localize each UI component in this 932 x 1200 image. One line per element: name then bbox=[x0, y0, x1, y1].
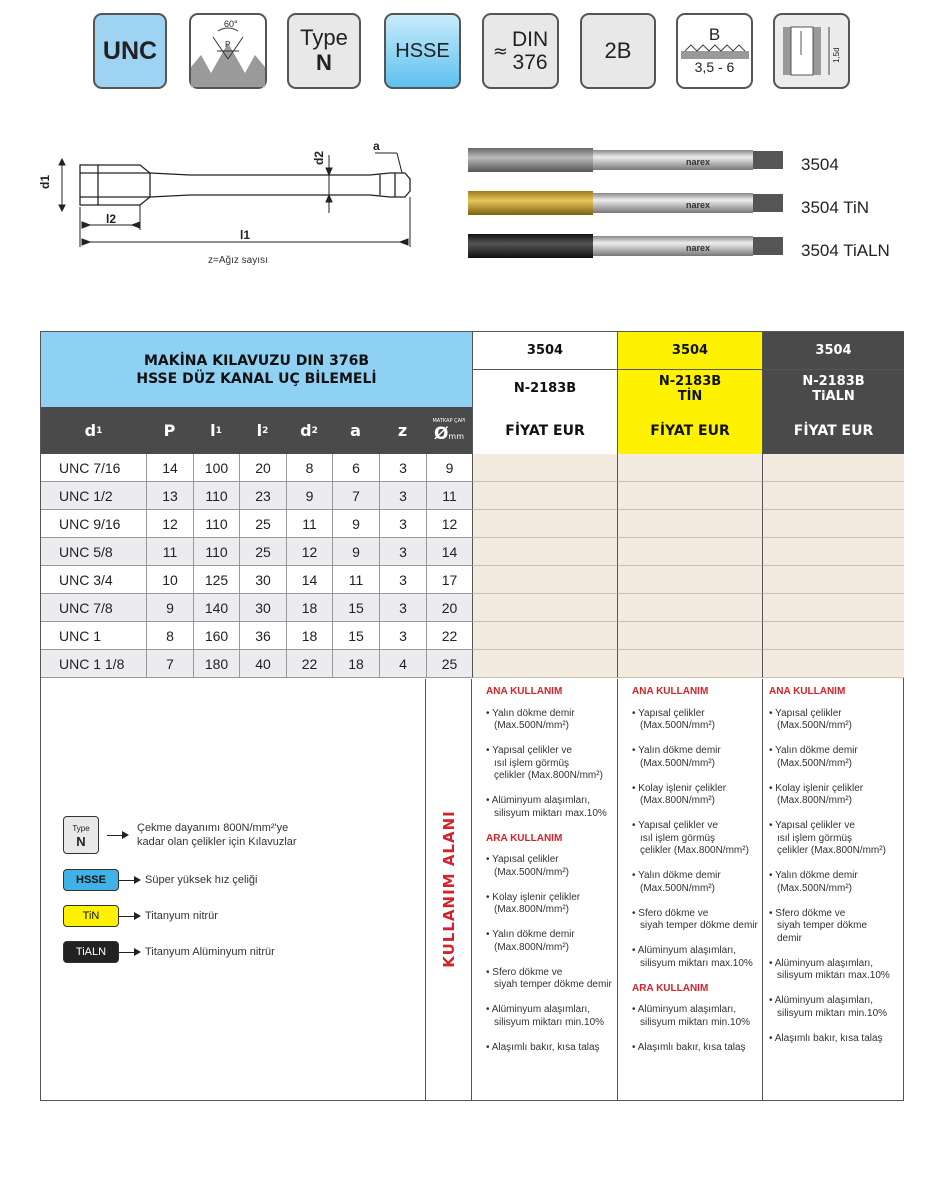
chamfer-range: 3,5 - 6 bbox=[694, 59, 735, 75]
usage-item: • Alüminyum alaşımları, silisyum miktarı max.10% bbox=[632, 945, 753, 969]
table-title bbox=[41, 332, 472, 407]
price-input[interactable] bbox=[472, 594, 617, 622]
usage-secondary-header: ARA KULLANIM bbox=[632, 982, 709, 994]
row-cell: 8 bbox=[286, 454, 332, 482]
column-header-drill bbox=[426, 407, 472, 454]
legend-text: Titanyum Alüminyum nitrür bbox=[145, 946, 275, 958]
row-cell: 180 bbox=[193, 650, 239, 678]
row-cell: 9 bbox=[332, 538, 379, 566]
l2-label: l2 bbox=[106, 212, 117, 226]
brand-mark: narex bbox=[686, 200, 711, 210]
column-header-a: a bbox=[332, 407, 379, 454]
a-label: a bbox=[373, 139, 380, 153]
thread-pitch: P bbox=[225, 40, 231, 49]
usage-column bbox=[769, 686, 890, 1058]
legend-badge bbox=[63, 869, 119, 891]
usage-column bbox=[486, 686, 612, 1067]
row-cell: 20 bbox=[239, 454, 286, 482]
row-cell: 23 bbox=[239, 482, 286, 510]
price-input[interactable] bbox=[472, 566, 617, 594]
usage-item: • Kolay işlenir çelikler (Max.800N/mm²) bbox=[769, 782, 864, 806]
price-header: FİYAT EUR bbox=[617, 407, 762, 454]
unc-badge bbox=[93, 13, 167, 89]
variant-code: 3504 bbox=[762, 332, 904, 370]
usage-secondary-header: ARA KULLANIM bbox=[486, 832, 563, 844]
row-cell: 7 bbox=[332, 482, 379, 510]
arrow-right-icon bbox=[107, 835, 127, 836]
row-cell: 6 bbox=[332, 454, 379, 482]
type-value: N bbox=[316, 50, 332, 75]
tolerance-badge bbox=[580, 13, 656, 89]
row-cell: 11 bbox=[146, 538, 193, 566]
depth-badge bbox=[773, 13, 850, 89]
row-cell: 14 bbox=[146, 454, 193, 482]
usage-item: • Kolay işlenir çelikler (Max.800N/mm²) bbox=[486, 891, 581, 915]
variant-code: 3504 bbox=[472, 332, 617, 370]
usage-item: • Alüminyum alaşımları, silisyum miktarı min.10% bbox=[486, 1004, 605, 1028]
row-cell: 15 bbox=[332, 594, 379, 622]
row-cell: 25 bbox=[426, 650, 472, 678]
variant-coating: TİN bbox=[677, 388, 703, 404]
type-label: Type bbox=[300, 25, 348, 50]
variant-coating: TiALN bbox=[812, 388, 855, 404]
column-header-d1: d 1 bbox=[41, 407, 146, 454]
din-number: 376 bbox=[512, 51, 548, 74]
chamfer-badge bbox=[676, 13, 753, 89]
row-cell: 3 bbox=[379, 510, 426, 538]
legend-text: Süper yüksek hız çeliği bbox=[145, 874, 258, 886]
row-cell: 10 bbox=[146, 566, 193, 594]
drill-diameter-icon: Ø bbox=[433, 423, 449, 444]
usage-item: • Alüminyum alaşımları, silisyum miktarı min.10% bbox=[769, 995, 888, 1019]
blind-hole-icon bbox=[777, 21, 847, 81]
row-cell: 160 bbox=[193, 622, 239, 650]
hsse-label: HSSE bbox=[395, 39, 450, 62]
row-cell: 11 bbox=[426, 482, 472, 510]
row-cell: 125 bbox=[193, 566, 239, 594]
thread-angle: 60° bbox=[224, 19, 238, 29]
variant-code: 3504 bbox=[617, 332, 762, 370]
product-images bbox=[468, 143, 788, 268]
price-input[interactable] bbox=[762, 510, 904, 538]
usage-item: • Yapısal çelikler (Max.500N/mm²) bbox=[486, 854, 570, 878]
usage-item: • Yalın dökme demir (Max.500N/mm²) bbox=[769, 870, 858, 894]
row-size: UNC 7/8 bbox=[41, 594, 146, 622]
row-size: UNC 1 bbox=[41, 622, 146, 650]
price-input[interactable] bbox=[617, 650, 762, 678]
price-input[interactable] bbox=[472, 650, 617, 678]
product-label-3504-tin: 3504 TiN bbox=[801, 198, 870, 217]
usage-item: • Yapısal çelikler ve ısıl işlem görmüş çelikler (Max.800N/mm²) bbox=[486, 745, 603, 781]
row-cell: 14 bbox=[286, 566, 332, 594]
price-input[interactable] bbox=[762, 622, 904, 650]
row-cell: 18 bbox=[286, 594, 332, 622]
unc-label: UNC bbox=[102, 36, 158, 65]
row-cell: 22 bbox=[426, 622, 472, 650]
row-cell: 30 bbox=[239, 566, 286, 594]
usage-column bbox=[632, 686, 758, 1067]
usage-item: • Sfero dökme ve siyah temper dökme demir bbox=[486, 966, 612, 990]
legend-badge-label: N bbox=[76, 834, 86, 849]
row-cell: 12 bbox=[146, 510, 193, 538]
chamfer-icon bbox=[681, 43, 749, 59]
usage-item: • Yalın dökme demir (Max.500N/mm²) bbox=[769, 745, 858, 769]
price-input[interactable] bbox=[762, 454, 904, 482]
usage-item: • Alaşımlı bakır, kısa talaş bbox=[632, 1041, 746, 1053]
usage-item: • Yapısal çelikler (Max.500N/mm²) bbox=[769, 707, 853, 731]
usage-item: • Yapısal çelikler (Max.500N/mm²) bbox=[632, 707, 716, 731]
brand-mark: narex bbox=[686, 157, 711, 167]
row-cell: 110 bbox=[193, 538, 239, 566]
usage-main-header: ANA KULLANIM bbox=[769, 686, 846, 697]
row-cell: 40 bbox=[239, 650, 286, 678]
row-cell: 4 bbox=[379, 650, 426, 678]
variant-article bbox=[762, 370, 904, 407]
price-input[interactable] bbox=[617, 510, 762, 538]
arrow-right-icon bbox=[119, 880, 139, 881]
din-badge bbox=[482, 13, 559, 89]
row-cell: 110 bbox=[193, 510, 239, 538]
variant-article bbox=[472, 370, 617, 407]
legend-badge bbox=[63, 816, 99, 854]
variant-article-number: N-2183B bbox=[802, 373, 865, 389]
legend-badge-label: TiALN bbox=[75, 945, 107, 958]
price-input[interactable] bbox=[762, 650, 904, 678]
product-label-3504: 3504 bbox=[801, 155, 839, 174]
row-size: UNC 7/16 bbox=[41, 454, 146, 482]
row-cell: 9 bbox=[332, 510, 379, 538]
row-cell: 30 bbox=[239, 594, 286, 622]
price-input[interactable] bbox=[472, 454, 617, 482]
legend-item bbox=[63, 816, 297, 854]
row-cell: 13 bbox=[146, 482, 193, 510]
usage-item: • Alüminyum alaşımları, silisyum miktarı max.10% bbox=[769, 957, 890, 981]
brand-mark: narex bbox=[686, 243, 711, 253]
tap-dimension-drawing bbox=[40, 135, 420, 270]
price-input[interactable] bbox=[762, 566, 904, 594]
row-cell: 18 bbox=[332, 650, 379, 678]
price-input[interactable] bbox=[617, 594, 762, 622]
price-input[interactable] bbox=[617, 622, 762, 650]
legend-text: Titanyum nitrür bbox=[145, 910, 218, 922]
usage-main-header: ANA KULLANIM bbox=[486, 686, 563, 697]
d1-label: d1 bbox=[38, 174, 52, 189]
drill-header-unit: mm bbox=[448, 431, 465, 441]
row-cell: 12 bbox=[286, 538, 332, 566]
tap-3504-tin bbox=[468, 191, 783, 215]
usage-item: • Alaşımlı bakır, kısa talaş bbox=[769, 1032, 883, 1044]
price-input[interactable] bbox=[617, 538, 762, 566]
row-cell: 11 bbox=[332, 566, 379, 594]
row-size: UNC 3/4 bbox=[41, 566, 146, 594]
row-cell: 12 bbox=[426, 510, 472, 538]
column-header-l2: l 2 bbox=[239, 407, 286, 454]
price-header: FİYAT EUR bbox=[762, 407, 904, 454]
row-cell: 36 bbox=[239, 622, 286, 650]
legend-badge-top: Type bbox=[72, 824, 90, 833]
column-header-p: P bbox=[146, 407, 193, 454]
row-cell: 100 bbox=[193, 454, 239, 482]
usage-item: • Yalın dökme demir (Max.500N/mm²) bbox=[486, 707, 575, 731]
legend-badge-label: HSSE bbox=[76, 873, 106, 886]
row-cell: 11 bbox=[286, 510, 332, 538]
row-cell: 22 bbox=[286, 650, 332, 678]
usage-item: • Alüminyum alaşımları, silisyum miktarı max.10% bbox=[486, 795, 607, 819]
din-label: DIN bbox=[511, 28, 549, 51]
drill-header-top: MATKAP ÇAPI bbox=[432, 417, 466, 424]
legend-badge-label: TiN bbox=[82, 909, 100, 922]
variant-article-number: N-2183B bbox=[658, 373, 722, 389]
row-cell: 3 bbox=[379, 622, 426, 650]
usage-item: • Yalın dökme demir (Max.500N/mm²) bbox=[632, 870, 721, 894]
arrow-right-icon bbox=[119, 952, 139, 953]
usage-item: • Yapısal çelikler ve ısıl işlem görmüş çelikler (Max.800N/mm²) bbox=[769, 820, 886, 856]
usage-item: • Alaşımlı bakır, kısa talaş bbox=[486, 1041, 600, 1053]
row-cell: 15 bbox=[332, 622, 379, 650]
tolerance-label: 2B bbox=[604, 38, 632, 63]
column-header-l1: l 1 bbox=[193, 407, 239, 454]
price-header: FİYAT EUR bbox=[472, 407, 617, 454]
row-cell: 25 bbox=[239, 538, 286, 566]
row-cell: 17 bbox=[426, 566, 472, 594]
row-cell: 140 bbox=[193, 594, 239, 622]
type-n-badge bbox=[287, 13, 361, 89]
column-header-d2: d 2 bbox=[286, 407, 332, 454]
row-cell: 3 bbox=[379, 538, 426, 566]
usage-item: • Yalın dökme demir (Max.800N/mm²) bbox=[486, 929, 575, 953]
chamfer-b-label: B bbox=[708, 25, 721, 44]
row-cell: 9 bbox=[426, 454, 472, 482]
variant-article-number: N-2183B bbox=[513, 381, 577, 396]
price-input[interactable] bbox=[472, 510, 617, 538]
price-input[interactable] bbox=[762, 538, 904, 566]
legend-item bbox=[63, 905, 218, 927]
row-size: UNC 1/2 bbox=[41, 482, 146, 510]
legend-badge bbox=[63, 941, 119, 963]
tap-3504 bbox=[468, 148, 783, 172]
price-input[interactable] bbox=[762, 594, 904, 622]
row-cell: 14 bbox=[426, 538, 472, 566]
row-cell: 110 bbox=[193, 482, 239, 510]
price-input[interactable] bbox=[617, 482, 762, 510]
row-cell: 9 bbox=[146, 594, 193, 622]
arrow-right-icon bbox=[119, 916, 139, 917]
price-input[interactable] bbox=[472, 482, 617, 510]
row-cell: 3 bbox=[379, 454, 426, 482]
variant-article bbox=[617, 370, 762, 407]
tap-3504-tialn bbox=[468, 234, 783, 258]
column-header-z: z bbox=[379, 407, 426, 454]
drawing-caption: z=Ağız sayısı bbox=[208, 255, 268, 266]
thread-profile-badge bbox=[189, 13, 267, 89]
row-cell: 9 bbox=[286, 482, 332, 510]
usage-item: • Sfero dökme ve siyah temper dökme demir bbox=[769, 907, 868, 944]
legend-item bbox=[63, 941, 275, 963]
row-cell: 3 bbox=[379, 482, 426, 510]
table-title-line2: HSSE DÜZ KANAL UÇ BİLEMELİ bbox=[136, 370, 377, 387]
row-cell: 3 bbox=[379, 594, 426, 622]
depth-label: 1,5d bbox=[831, 47, 841, 63]
hsse-badge bbox=[384, 13, 461, 89]
price-input[interactable] bbox=[472, 622, 617, 650]
legend-text: Çekme dayanımı 800N/mm²'ye kadar olan çelikler için Kılavuzlar bbox=[137, 822, 297, 848]
row-size: UNC 1 1/8 bbox=[41, 650, 146, 678]
price-input[interactable] bbox=[617, 566, 762, 594]
l1-label: l1 bbox=[240, 228, 251, 242]
row-cell: 20 bbox=[426, 594, 472, 622]
legend-item bbox=[63, 869, 258, 891]
thread-profile-icon bbox=[191, 15, 265, 87]
usage-item: • Sfero dökme ve siyah temper dökme demir bbox=[632, 907, 758, 931]
approx-symbol: ≈ bbox=[492, 40, 508, 62]
row-size: UNC 5/8 bbox=[41, 538, 146, 566]
usage-area-label: KULLANIM ALANI bbox=[425, 679, 472, 1100]
price-input[interactable] bbox=[472, 538, 617, 566]
price-input[interactable] bbox=[617, 454, 762, 482]
row-cell: 18 bbox=[286, 622, 332, 650]
row-cell: 25 bbox=[239, 510, 286, 538]
legend-badge bbox=[63, 905, 119, 927]
usage-item: • Alüminyum alaşımları, silisyum miktarı min.10% bbox=[632, 1004, 751, 1028]
table-title-line1: MAKİNA KILAVUZU DIN 376B bbox=[143, 352, 370, 369]
product-label-3504-tialn: 3504 TiALN bbox=[801, 241, 890, 260]
row-cell: 3 bbox=[379, 566, 426, 594]
row-cell: 7 bbox=[146, 650, 193, 678]
d2-label: d2 bbox=[312, 150, 326, 165]
row-cell: 8 bbox=[146, 622, 193, 650]
usage-item: • Kolay işlenir çelikler (Max.800N/mm²) bbox=[632, 782, 727, 806]
usage-item: • Yalın dökme demir (Max.500N/mm²) bbox=[632, 745, 721, 769]
usage-main-header: ANA KULLANIM bbox=[632, 686, 709, 697]
row-size: UNC 9/16 bbox=[41, 510, 146, 538]
price-input[interactable] bbox=[762, 482, 904, 510]
usage-item: • Yapısal çelikler ve ısıl işlem görmüş çelikler (Max.800N/mm²) bbox=[632, 820, 749, 856]
